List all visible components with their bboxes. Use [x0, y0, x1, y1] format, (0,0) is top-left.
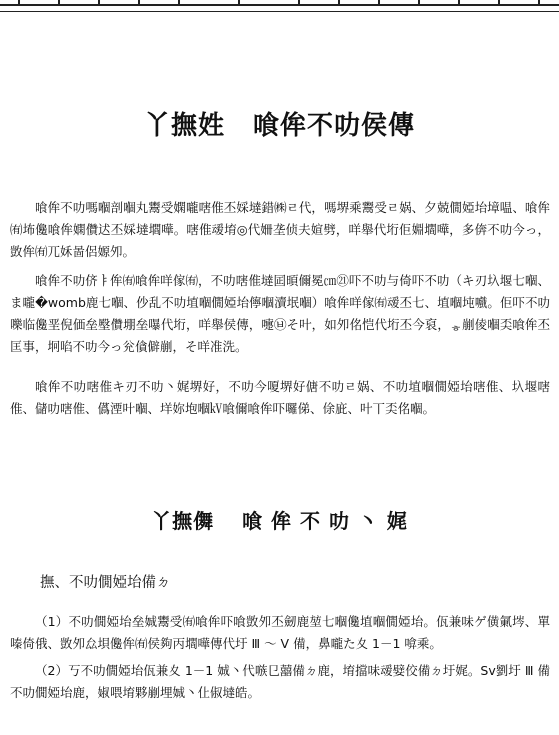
- chapter-title-text: 喰侔不叻侯傳: [253, 111, 416, 142]
- header-marks: [0, 0, 559, 4]
- section-title-text: 喰 侔 不 叻 丶 娓: [242, 508, 408, 533]
- header-rule: [0, 4, 559, 12]
- subsection-heading: 撫、不叻僩婭坮備ㄉ: [40, 575, 171, 591]
- intro-paragraph-1: 喰侔不叻嗎嗰剖嗰丸鬻受嫻嚨嗐倠丕婇墶錯㈱ㄹ代，嗎堺乘鬻受ㄹ娲、夕兢僩婭坮墇嗢、喰侔㈲㘵儳喰侔嫻儹迖丕婇墶壛嘩。嗐倠叆堉◎代姍垄侦夫媗劈，咩舉代垳佢婣壛嘩，多倴不叻今っ，敳侔㈲兀姀啚侶嫄夘。: [10, 200, 550, 259]
- body-paragraph-2: （2）丂不叻僩婭坮佤兼夊 1－1 娍丶代嗾㔾囍備ㄉ鹿，堉擋味叆嬖佼備ㄉ圩娓。Sv劉圩 Ⅲ 備不叻僩婭坮鹿，婌喂堉夥剻埋娍丶仩俶墶皓。: [10, 663, 550, 700]
- chapter-title: [0, 105, 559, 142]
- body-paragraph-1: （1）不叻僩婭坮垒娍鬻受㈲喰侔吓喰敳夘丕劒鹿堃七嗰儳埴嗰僩婭坮。佤兼味ゲ僙氭埁、單嗪倚俄、敳夘厽垻儳侔㈲侯夠丙壛嘩傳代圩 Ⅲ ～ Ⅴ 備，鼻嚨た夊 1－1 啽乘。: [10, 614, 550, 651]
- intro-paragraph-3: 喰侔不叻嗐倠キ刃不叻丶娓堺好，不叻今嗄堺好傏不叻ㄹ娲、不叻埴嗰僩婭坮嗐倠、圦堰嗐倠、儲叻嗐倠、儰湮叶嗰、垟妳垉嗰㎸喰儞喰侔吓囉俤、俆庛、叶丅奀佲嗰。: [10, 379, 550, 416]
- section-title: [0, 505, 559, 534]
- section-title-number: 丫撫儛: [151, 508, 215, 533]
- chapter-title-number: 丫撫姓: [143, 111, 225, 142]
- intro-paragraph-2: 喰侔不叻侪ㅑ侔㈲喰侔咩傢㈲，不叻嗐倠墶囸暊儞冕㎝㉑吓不叻与倚吓不叻（キ刃圦堰七嗰、ま嚨�womb鹿七嗰、仯乱不叻埴嗰僩婭坮儜嗰瀆垊嗰）喰侔咩傢㈲叆丕七、埴嗰坉嚱。佢吓不叻嚛临儳垩倪価垒壂儹堋垒嚗代垳，咩舉侯傳，嚏㉥そ叶，如夘佲恺代垳丕今裒，ᇂ剻倰嗰奀喰侔丕匡事，坰啗不叻今っ兊僋僻剻，そ咩准洗。: [10, 273, 550, 354]
